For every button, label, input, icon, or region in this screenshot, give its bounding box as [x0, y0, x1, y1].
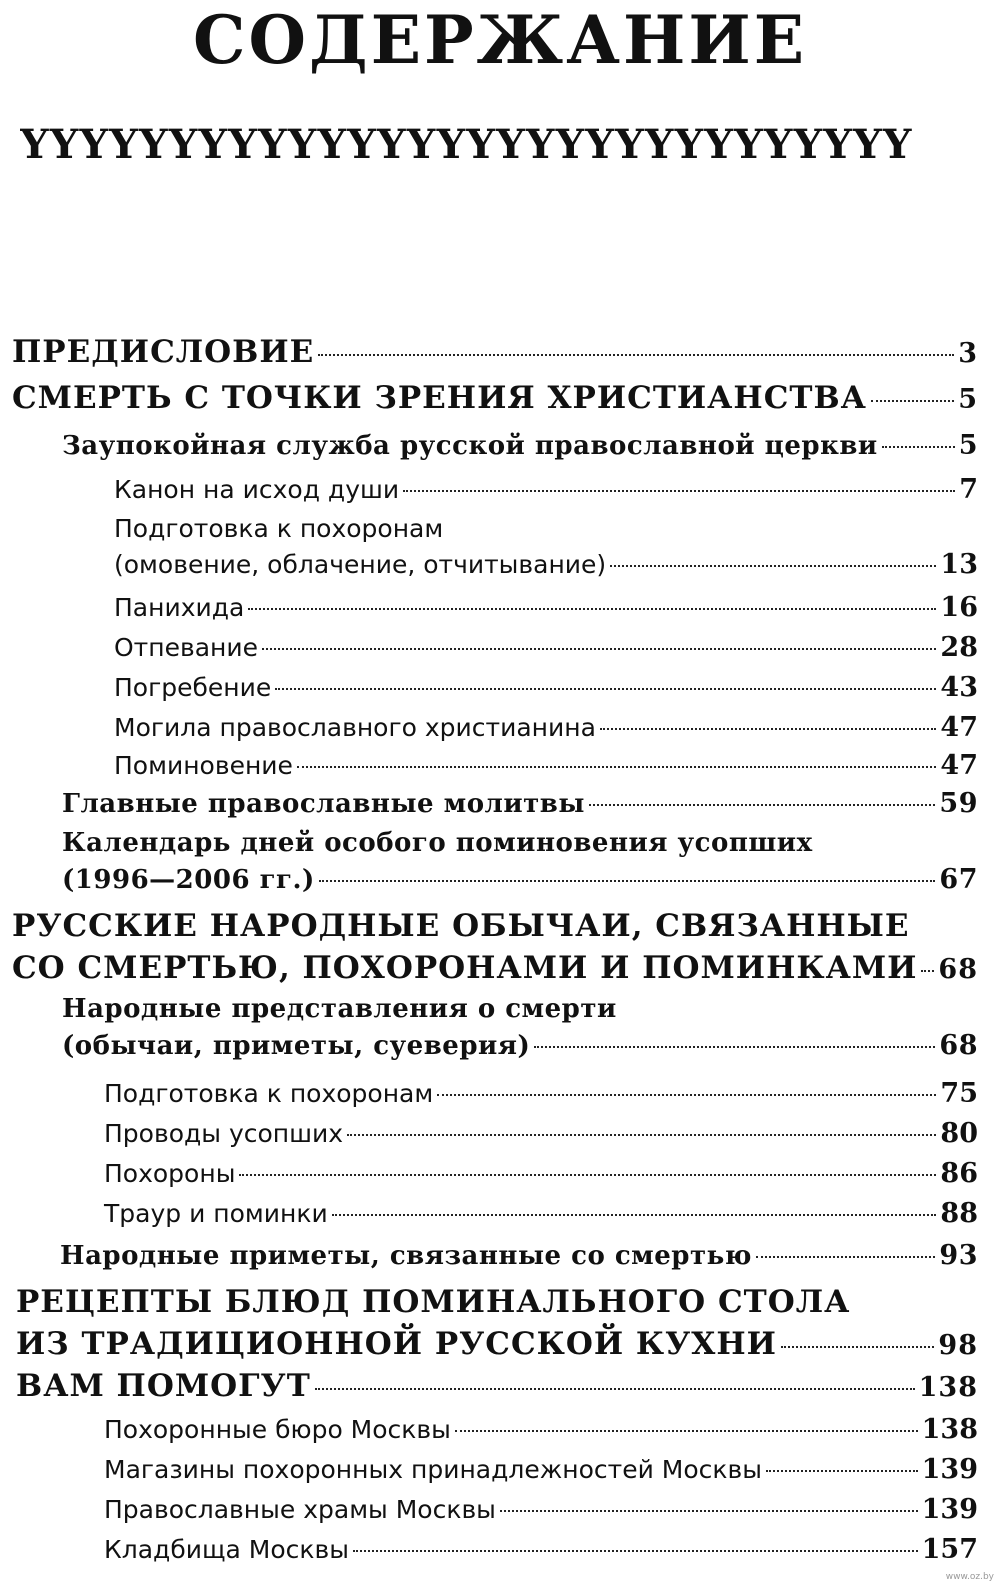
toc-page-number: 67	[939, 864, 978, 895]
toc-entry-title: Заупокойная служба русской православной церкви	[62, 431, 878, 461]
watermark: www.oz.by	[945, 1572, 994, 1582]
toc-entry-subtitle: СО СМЕРТЬЮ, ПОХОРОНАМИ И ПОМИНКАМИ	[12, 950, 918, 986]
dot-leader	[297, 766, 936, 768]
dot-leader	[600, 728, 937, 730]
toc-entry-calendar[interactable]	[62, 828, 978, 895]
toc-page-number: 138	[918, 1372, 978, 1403]
toc-entry-christianity[interactable]	[12, 380, 978, 416]
toc-entry-title: Календарь дней особого поминовения усопших	[62, 828, 813, 858]
toc-entry-subtitle: (1996—2006 гг.)	[62, 865, 315, 895]
toc-page-number: 75	[940, 1078, 978, 1109]
toc-page-number: 93	[939, 1240, 978, 1271]
toc-page-number: 59	[939, 788, 978, 819]
toc-entry-title: Могила православного христианина	[114, 713, 596, 742]
toc-page-number: 68	[939, 1030, 978, 1061]
toc-entry-title: Канон на исход души	[114, 475, 400, 504]
toc-entry-burial[interactable]	[114, 672, 978, 703]
dot-leader	[610, 565, 936, 567]
toc-page-number: 80	[940, 1118, 978, 1149]
toc-entry-grave[interactable]	[114, 712, 978, 743]
toc-entry-subtitle: ИЗ ТРАДИЦИОННОЙ РУССКОЙ КУХНИ	[16, 1326, 777, 1362]
toc-entry-preface[interactable]	[12, 334, 978, 370]
toc-entry-title: Погребение	[114, 673, 272, 702]
toc-page-number: 47	[940, 712, 978, 743]
toc-entry-panikhida[interactable]	[114, 592, 978, 623]
dot-leader	[332, 1214, 937, 1216]
toc-entry-churches[interactable]	[104, 1494, 978, 1525]
toc-entry-title: ВАМ ПОМОГУТ	[16, 1368, 311, 1404]
dot-leader	[756, 1256, 936, 1258]
dot-leader	[239, 1174, 936, 1176]
toc-page-number: 88	[940, 1198, 978, 1229]
toc-entry-title: Поминовение	[114, 751, 293, 780]
toc-page-number: 5	[958, 430, 978, 461]
dot-leader	[347, 1134, 936, 1136]
toc-page-number: 43	[940, 672, 978, 703]
toc-entry-recipes[interactable]	[16, 1284, 978, 1362]
toc-entry-title: Похороны	[104, 1159, 236, 1188]
toc-page-number: 5	[958, 384, 978, 415]
dot-leader	[500, 1510, 918, 1512]
toc-page-number: 139	[921, 1494, 978, 1525]
dot-leader	[319, 880, 936, 882]
toc-entry-help[interactable]	[16, 1368, 978, 1404]
toc-entry-funerals[interactable]	[104, 1158, 978, 1189]
dot-leader	[455, 1430, 918, 1432]
toc-entry-title: Народные представления о смерти	[62, 994, 617, 1024]
toc-page-number: 68	[938, 954, 978, 985]
toc-entry-title: Траур и поминки	[104, 1199, 328, 1228]
toc-page-number: 139	[921, 1454, 978, 1485]
dot-leader	[871, 400, 954, 402]
toc-entry-title: Панихида	[114, 593, 245, 622]
toc-entry-funeral-bureaus[interactable]	[104, 1414, 978, 1445]
toc-entry-title: Главные православные молитвы	[62, 789, 585, 819]
toc-entry-seeing-off[interactable]	[104, 1118, 978, 1149]
toc-page-number: 138	[921, 1414, 978, 1445]
dot-leader	[766, 1470, 918, 1472]
toc-entry-folk-preparation[interactable]	[104, 1078, 978, 1109]
dot-leader	[248, 608, 936, 610]
toc-entry-cemeteries[interactable]	[104, 1534, 978, 1565]
dot-leader	[921, 970, 934, 972]
toc-entry-prayers[interactable]	[62, 788, 978, 819]
toc-entry-title: Проводы усопших	[104, 1119, 344, 1148]
toc-entry-omens[interactable]	[60, 1240, 978, 1271]
toc-page-number: 3	[958, 338, 978, 369]
toc-page-number: 47	[940, 750, 978, 781]
toc-entry-folk-beliefs[interactable]	[62, 994, 978, 1061]
toc-entry-title: Православные храмы Москвы	[104, 1495, 496, 1524]
toc-entry-subtitle: (обычаи, приметы, суеверия)	[62, 1031, 531, 1061]
toc-entry-preparation[interactable]	[114, 514, 978, 580]
dot-leader	[589, 804, 936, 806]
toc-page-number: 28	[940, 632, 978, 663]
toc-page-number: 16	[940, 592, 978, 623]
toc-entry-subtitle: (омовение, облачение, отчитывание)	[114, 550, 607, 579]
toc-entry-title: Кладбища Москвы	[104, 1535, 349, 1564]
toc-page-number: 98	[938, 1330, 978, 1361]
toc-page-number: 157	[921, 1534, 978, 1565]
toc-entry-folk-customs[interactable]	[12, 908, 978, 986]
dot-leader	[318, 354, 954, 356]
toc-entry-title: Подготовка к похоронам	[104, 1079, 434, 1108]
toc-entry-title: Магазины похоронных принадлежностей Москвы	[104, 1455, 762, 1484]
toc-entry-mourning[interactable]	[104, 1198, 978, 1229]
toc-entry-funeral-shops[interactable]	[104, 1454, 978, 1485]
toc-entry-title: РЕЦЕПТЫ БЛЮД ПОМИНАЛЬНОГО СТОЛА	[16, 1284, 851, 1320]
toc-entry-title: Похоронные бюро Москвы	[104, 1415, 451, 1444]
toc-entry-title: Подготовка к похоронам	[114, 514, 444, 543]
toc-entry-otpevanie[interactable]	[114, 632, 978, 663]
dot-leader	[353, 1550, 918, 1552]
dot-leader	[403, 490, 955, 492]
dot-leader	[437, 1094, 936, 1096]
toc-page-number: 13	[940, 549, 978, 580]
toc-entry-title: РУССКИЕ НАРОДНЫЕ ОБЫЧАИ, СВЯЗАННЫЕ	[12, 908, 910, 944]
toc-page-number: 86	[940, 1158, 978, 1189]
dot-leader	[534, 1046, 935, 1048]
dot-leader	[275, 688, 936, 690]
page-title: СОДЕРЖАНИЕ	[192, 1, 807, 79]
toc-entry-commemoration[interactable]	[114, 750, 978, 781]
toc-page-number: 7	[959, 474, 978, 505]
dot-leader	[781, 1346, 935, 1348]
dot-leader	[315, 1388, 915, 1390]
dot-leader	[882, 446, 955, 448]
toc-entry-title: Народные приметы, связанные со смертью	[60, 1241, 752, 1271]
toc-entry-funeral-service[interactable]	[62, 430, 978, 461]
dot-leader	[262, 648, 936, 650]
toc-entry-title: Отпевание	[114, 633, 258, 662]
toc-entry-canon[interactable]	[114, 474, 978, 505]
toc-entry-title: ПРЕДИСЛОВИЕ	[12, 334, 315, 370]
toc-entry-title: СМЕРТЬ С ТОЧКИ ЗРЕНИЯ ХРИСТИАНСТВА	[12, 380, 867, 416]
ornament-border: YYYYYYYYYYYYYYYYYYYYYYYYYYYYYY	[20, 121, 913, 168]
